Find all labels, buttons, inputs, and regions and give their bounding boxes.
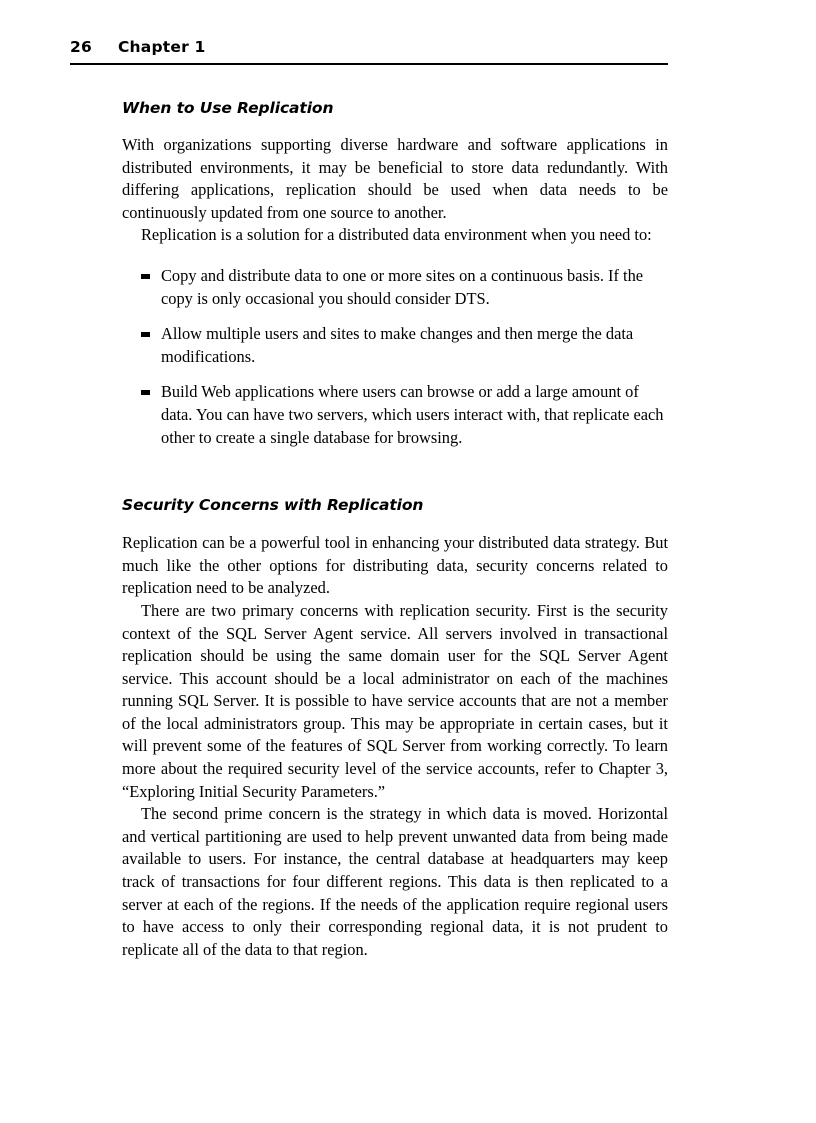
text-column — [122, 88, 668, 961]
paragraph: With organizations supporting diverse hardware and software applications in distributed environments, it may be beneficial to store data redundantly. With differing applications, replication should be used when data needs to be continuously updated from one source to another. — [122, 135, 668, 222]
paragraph: Replication can be a powerful tool in enhancing your distributed data strategy. But much like the other options for distributing data, security concerns related to replication need to be analyzed. — [122, 533, 668, 598]
paragraph: The second prime concern is the strategy in which data is moved. Horizontal and vertical partitioning are used to help prevent unwanted data from being made available to users. For instance, the central database at headquarters may keep track of transactions for four different regions. This data is then replicated to a server at each of the regions. If the needs of the application require regional users to have access to only their corresponding regional data, it is not prudent to replicate all of the data to that region. — [122, 804, 668, 959]
list-item — [161, 323, 668, 368]
running-head-row — [70, 38, 668, 56]
chapter-label: Chapter 1 — [117, 38, 206, 56]
page-number: 26 — [70, 38, 92, 56]
list-item — [161, 265, 668, 310]
list-item-text: Build Web applications where users can browse or add a large amount of data. You can have two servers, which users interact with, that replicate each other to create a single database for browsing. — [161, 382, 664, 447]
section-heading-when-to-use-replication: When to Use Replication — [122, 99, 334, 117]
list-item-text: Copy and distribute data to one or more sites on a continuous basis. If the copy is only occasional you should consider DTS. — [161, 265, 644, 308]
square-bullet-icon — [141, 332, 150, 337]
paragraph: There are two primary concerns with replication security. First is the security context of the SQL Server Agent service. All servers involved in transactional replication should be using the same domain user for the SQL Server Agent service. This account should be a local administrator on each of the machines running SQL Server. It is possible to have service accounts that are not a member of the local administrators group. This may be appropriate in certain cases, but it will prevent some of the features of SQL Server from working correctly. To learn more about the required security level of the service accounts, refer to Chapter 3, “Exploring Initial Security Parameters.” — [122, 600, 668, 801]
running-head — [70, 38, 668, 70]
header-rule — [70, 63, 668, 65]
list-item — [161, 381, 668, 449]
list-item-text: Allow multiple users and sites to make changes and then merge the data modifications. — [161, 324, 634, 366]
bullet-list — [122, 265, 668, 449]
section-heading-security-concerns-with-replication: Security Concerns with Replication — [122, 496, 424, 515]
paragraph: Replication is a solution for a distributed data environment when you need to: — [141, 225, 652, 245]
square-bullet-icon — [141, 390, 150, 395]
square-bullet-icon — [141, 274, 150, 279]
